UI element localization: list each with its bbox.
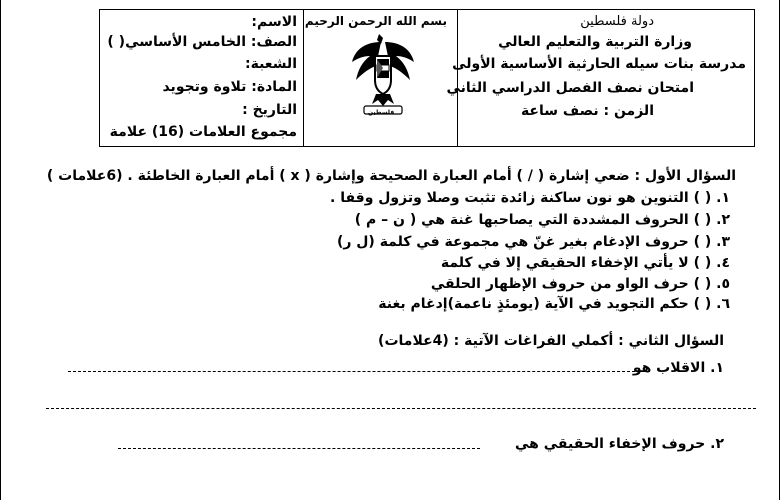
page-border-left (0, 0, 1, 500)
emblem-caption: فلسطين (368, 109, 395, 116)
country-label: دولة فلسطين (580, 14, 654, 29)
exam-time-label: الزمن : نصف ساعة (520, 103, 654, 119)
exam-header (99, 9, 755, 147)
answer-line-1b (46, 408, 756, 409)
question-one-item-5: ٥. ( ) حرف الواو من حروف الإظهار الحلقي (430, 276, 730, 292)
question-two-item-2: ٢. حروف الإخفاء الحقيقي هي (515, 436, 724, 452)
answer-line-1a (68, 371, 650, 372)
question-one-item-4: ٤. ( ) لا يأتي الإخفاء الحقيقي إلا في كلمة (440, 255, 730, 271)
total-marks-label: مجموع العلامات (16) علامة (109, 124, 297, 140)
student-name-label: الاسم: (251, 14, 297, 30)
answer-line-2 (118, 448, 480, 449)
ministry-label: وزارة التربية والتعليم العالي (498, 34, 692, 50)
date-label: التاريخ : (242, 102, 297, 118)
school-label: مدرسة بنات سيله الحارثية الأساسية الأولى (452, 56, 746, 72)
student-info-cell (100, 10, 304, 146)
palestine-eagle-emblem-icon (348, 32, 418, 118)
question-two-title: السؤال الثاني : أكملي الفراغات الآتية : (4علامات) (378, 333, 724, 349)
question-one-item-6: ٦. ( ) حكم التجويد في الآية (يومئذٍ ناعمة)إدغام بغنة (378, 296, 730, 312)
subject-label: المادة: تلاوة وتجويد (162, 79, 297, 95)
basmala: بسم الله الرحمن الرحيم (304, 14, 447, 28)
question-two-item-1: ١. الاقلاب هو (632, 360, 724, 376)
question-one-item-3: ٣. ( ) حروف الإدغام بغير غنّ هي مجموعة في كلمة (ل ر) (336, 234, 730, 250)
section-label: الشعبة: (244, 56, 297, 72)
grade-label: الصف: الخامس الأساسي( ) (107, 34, 297, 50)
question-one-item-1: ١. ( ) التنوين هو نون ساكنة زائدة تثبت وصلا وتزول وقفا . (330, 190, 730, 206)
question-one-title: السؤال الأول : ضعي إشارة ( / ) أمام العبارة الصحيحة وإشارة ( x ) أمام العبارة الخاطئة . (6علامات ) (46, 168, 736, 184)
emblem-cell (304, 10, 458, 146)
question-one-item-2: ٢. ( ) الحروف المشددة التي يصاحبها غنة هي ( ن – م ) (354, 212, 730, 228)
exam-title-label: امتحان نصف الفصل الدراسي الثاني (446, 80, 694, 96)
school-info-cell (446, 10, 754, 146)
